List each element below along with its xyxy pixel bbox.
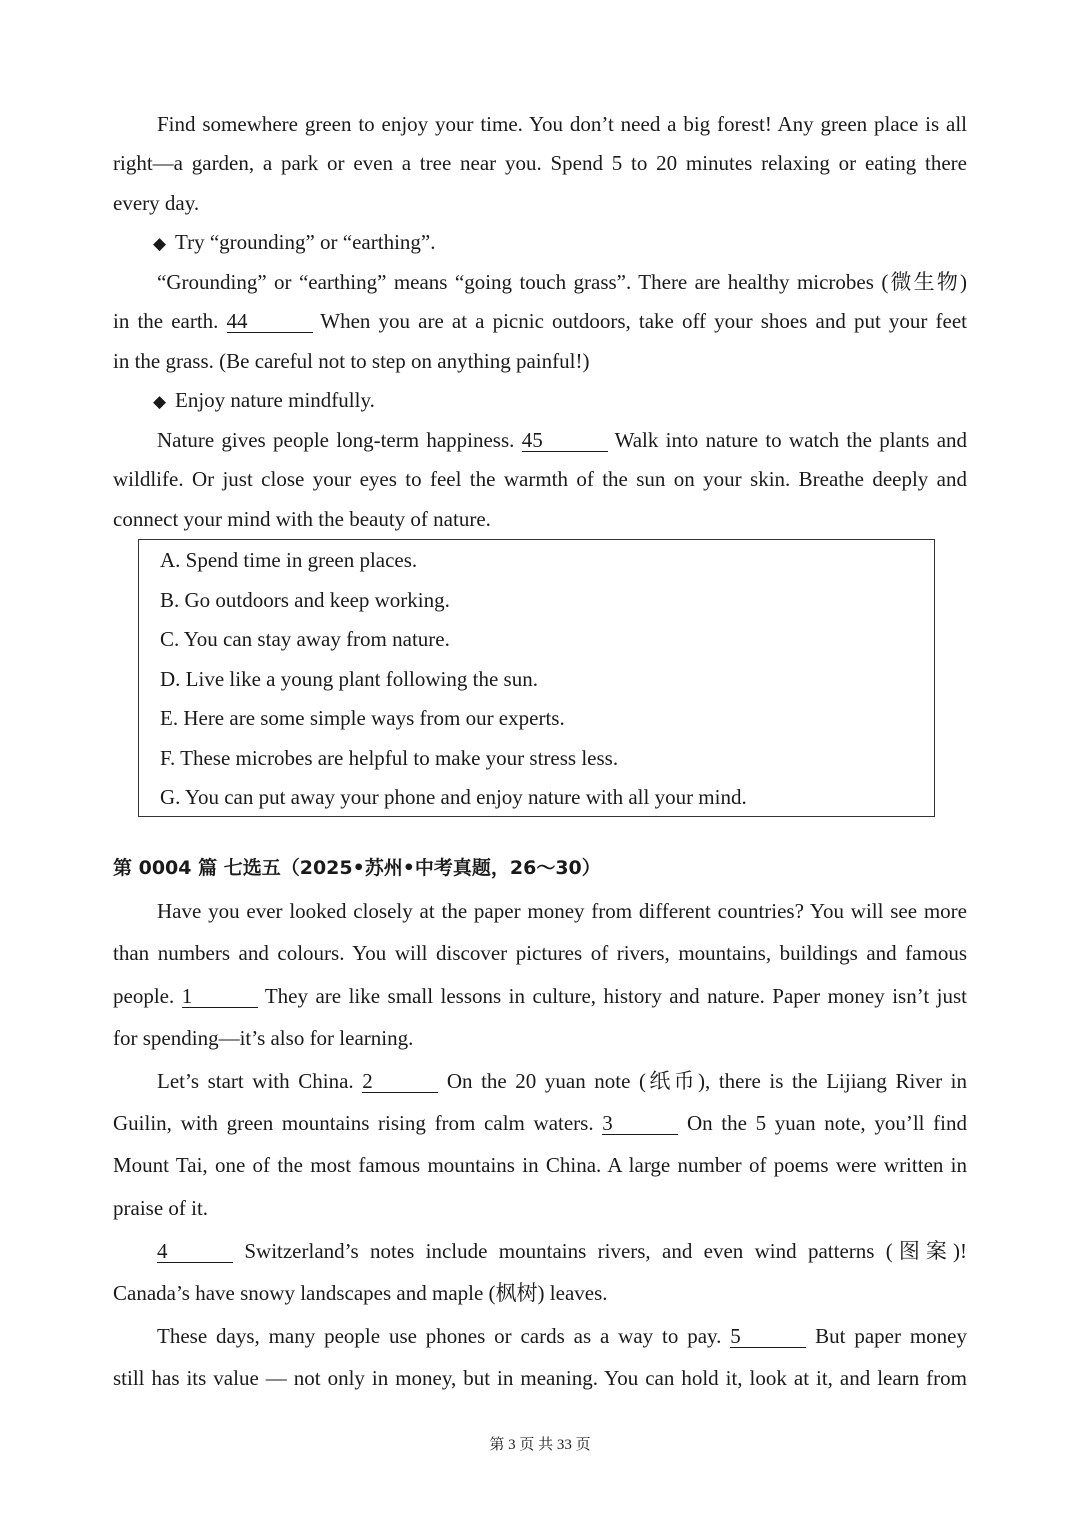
line-text: Nature gives people long-term happiness. — [157, 428, 515, 452]
bullet-text: Enjoy nature mindfully. — [175, 388, 375, 412]
line-text: But paper money — [815, 1324, 967, 1348]
diamond-bullet-icon: ◆ — [153, 392, 167, 411]
option-c: C. You can stay away from nature. — [160, 627, 450, 651]
option-f: F. These microbes are helpful to make your stress less. — [160, 746, 619, 770]
paragraph-line: Find somewhere green to enjoy your time. You don’t need a big forest! Any green place is all — [157, 112, 967, 136]
line-text: They are like small lessons in culture, history and nature. Paper money isn’t just — [264, 984, 968, 1008]
answer-blank-1: 1 — [182, 985, 258, 1008]
paragraph-line: praise of it. — [113, 1196, 209, 1220]
line-text: These days, many people use phones or cards as a way to pay. — [157, 1324, 722, 1348]
bullet-item — [153, 386, 1007, 416]
diamond-bullet-icon: ◆ — [153, 234, 167, 253]
paragraph-line: than numbers and colours. You will discover pictures of rivers, mountains, buildings and famous — [113, 941, 967, 965]
paragraph-line — [113, 982, 967, 1010]
line-text: Switzerland’s notes include mountains rivers, and even wind patterns (图案)! — [244, 1239, 968, 1263]
answer-blank-5: 5 — [730, 1325, 806, 1348]
paragraph-line — [157, 1067, 967, 1095]
paragraph-line: Canada’s have snowy landscapes and maple (枫树) leaves. — [113, 1281, 608, 1305]
paragraph-line: wildlife. Or just close your eyes to feel the warmth of the sun on your skin. Breathe deeply and — [113, 467, 967, 491]
line-text: Let’s start with China. — [157, 1069, 354, 1093]
paragraph-line — [113, 307, 967, 335]
paragraph-line: in the grass. (Be careful not to step on anything painful!) — [113, 349, 590, 373]
answer-blank-4: 4 — [157, 1240, 233, 1263]
line-text: When you are at a picnic outdoors, take off your shoes and put your feet — [320, 309, 967, 333]
paragraph-line: still has its value — not only in money, but in meaning. You can hold it, look at it, and learn from — [113, 1366, 967, 1390]
line-text: On the 5 yuan note, you’ll find — [686, 1111, 967, 1135]
paragraph-line — [113, 1109, 967, 1137]
paragraph-line: every day. — [113, 191, 200, 215]
section-heading: 第 0004 篇 七选五（2025•苏州•中考真题，26～30） — [113, 857, 601, 879]
line-text: Guilin, with green mountains rising from calm waters. — [113, 1111, 594, 1135]
line-text: On the 20 yuan note (纸币), there is the Lijiang River in — [446, 1069, 968, 1093]
answer-blank-2: 2 — [362, 1070, 438, 1093]
answer-blank-44: 44 — [227, 310, 313, 333]
answer-blank-3: 3 — [602, 1112, 678, 1135]
paragraph-line: right—a garden, a park or even a tree near you. Spend 5 to 20 minutes relaxing or eating there — [113, 151, 967, 175]
line-text: Walk into nature to watch the plants and — [614, 428, 968, 452]
answer-blank-45: 45 — [522, 429, 608, 452]
bullet-text: Try “grounding” or “earthing”. — [175, 230, 436, 254]
page-number: 第 3 页 共 33 页 — [489, 1437, 591, 1453]
paragraph-line: for spending—it’s also for learning. — [113, 1026, 414, 1050]
option-a: A. Spend time in green places. — [160, 548, 418, 572]
paragraph-line — [157, 426, 967, 454]
paragraph-line — [157, 1237, 967, 1265]
paragraph-line: connect your mind with the beauty of nature. — [113, 507, 491, 531]
paragraph-line: Mount Tai, one of the most famous mountains in China. A large number of poems were written in — [113, 1153, 967, 1177]
bullet-item — [153, 228, 1007, 258]
options-box — [138, 539, 935, 817]
option-b: B. Go outdoors and keep working. — [160, 588, 450, 612]
paragraph-line: Have you ever looked closely at the paper money from different countries? You will see more — [157, 899, 967, 923]
option-g: G. You can put away your phone and enjoy nature with all your mind. — [160, 785, 747, 809]
line-text: people. — [113, 984, 175, 1008]
paragraph-line: “Grounding” or “earthing” means “going touch grass”. There are healthy microbes (微生物) — [157, 270, 967, 294]
option-d: D. Live like a young plant following the sun. — [160, 667, 538, 691]
option-e: E. Here are some simple ways from our experts. — [160, 706, 565, 730]
line-text: in the earth. — [113, 309, 219, 333]
paragraph-line — [157, 1322, 967, 1350]
